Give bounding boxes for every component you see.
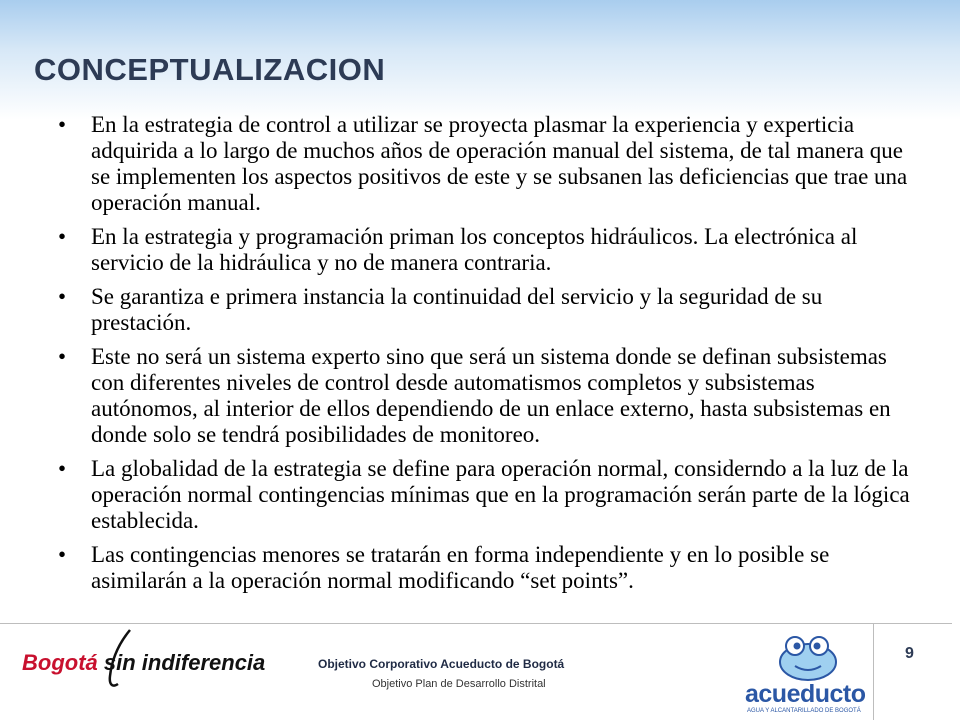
bullet-dot: • <box>58 224 67 249</box>
bullet-text: Las contingencias menores se tratarán en forma independiente y en lo posible se asimilarán a la operación normal modificando “set points”. <box>91 542 830 593</box>
bullet-text: Este no será un sistema experto sino que será un sistema donde se definan subsistemas con diferentes niveles de control desde automatismos completos y subsistemas autónomos, al interior de ellos dependiendo de un enlace externo, hasta subsistemas en donde solo se tendrá posibilidades de monitoreo. <box>91 344 891 447</box>
acueducto-logo <box>745 632 870 717</box>
footer-vertical-divider <box>873 623 874 720</box>
bullet-dot: • <box>58 112 67 137</box>
bullet-dot: • <box>58 456 67 481</box>
bullet-dot: • <box>58 542 67 567</box>
bullet-item <box>58 224 918 276</box>
bullet-item <box>58 542 918 594</box>
bullet-item <box>58 344 918 448</box>
bullet-text: La globalidad de la estrategia se define para operación normal, considerndo a la luz de la operación normal contingencias mínimas que en la programación serán parte de la lógica establecida. <box>91 456 910 533</box>
footer-corporate-objective: Objetivo Corporativo Acueducto de Bogotá <box>318 657 565 671</box>
bullet-dot: • <box>58 284 67 309</box>
bullet-item <box>58 284 918 336</box>
bullet-dot: • <box>58 344 67 369</box>
footer-plan-objective: Objetivo Plan de Desarrollo Distrital <box>372 678 546 690</box>
logo-text-acueducto: acueducto <box>745 680 866 708</box>
slide-title: CONCEPTUALIZACION <box>34 52 386 87</box>
bullet-text: En la estrategia de control a utilizar se proyecta plasmar la experiencia y experticia adquirida a lo largo de muchos años de operación manual del sistema, de tal manera que se implementen los aspectos positivos de este y se subsanen las deficiencias que trae una operación manual. <box>91 112 908 215</box>
frog-icon <box>773 632 843 684</box>
bullet-text: En la estrategia y programación priman los conceptos hidráulicos. La electrónica al servicio de la hidráulica y no de manera contraria. <box>91 224 858 275</box>
bullet-item <box>58 112 918 216</box>
logo-subtitle: AGUA Y ALCANTARILLADO DE BOGOTÁ <box>747 708 861 714</box>
footer-divider <box>0 623 952 624</box>
bogota-logo <box>22 628 266 690</box>
bullet-item <box>58 456 918 534</box>
logo-text-bogota: Bogotá <box>22 650 98 675</box>
bullet-text: Se garantiza e primera instancia la continuidad del servicio y la seguridad de su prestación. <box>91 284 823 335</box>
page-number: 9 <box>905 645 914 662</box>
logo-text-tagline: sin indiferencia <box>103 650 266 675</box>
bullet-list <box>58 112 918 602</box>
